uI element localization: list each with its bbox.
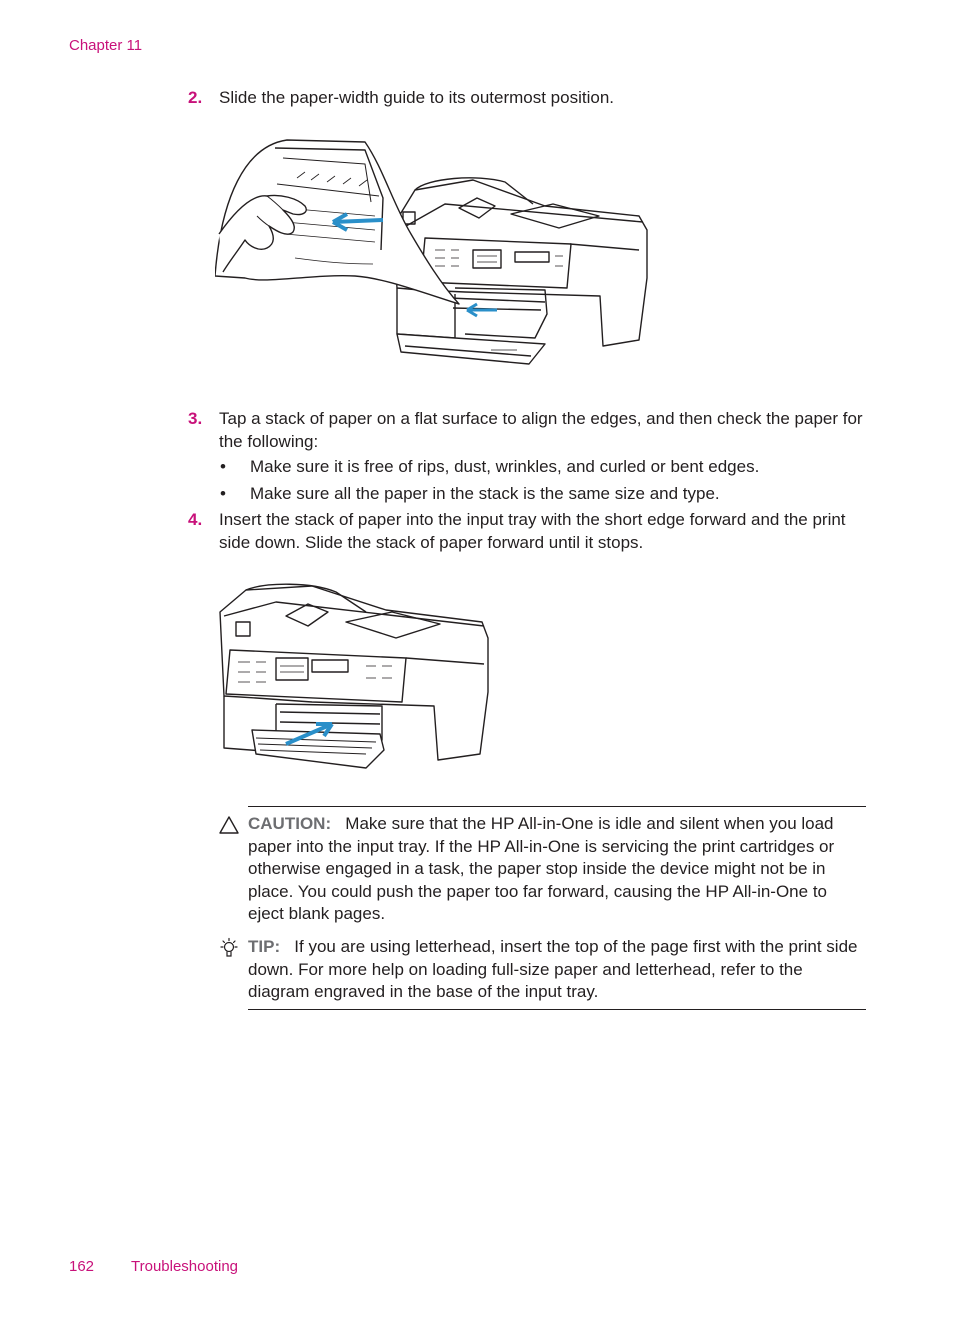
note-top-rule	[248, 806, 866, 807]
step-text: Tap a stack of paper on a flat surface to align the edges, and then check the paper for the following:	[219, 409, 863, 451]
note-bottom-rule	[248, 1009, 866, 1010]
caution-note	[248, 813, 866, 926]
caution-text: Make sure that the HP All-in-One is idle and silent when you load paper into the input tray. If the HP All-in-One is servicing the print cartridges or otherwise engaged in a task, the paper stop inside the device might not be in place. You could push the paper too far forward, causing the HP All-in-One to eject blank pages.	[248, 814, 835, 924]
step-number: 3.	[188, 409, 203, 428]
caution-label: CAUTION:	[248, 814, 332, 833]
step-text: Slide the paper-width guide to its outermost position.	[219, 88, 615, 107]
tip-note	[248, 936, 866, 1004]
caution-triangle-icon	[218, 814, 240, 836]
printer-paper-guide-illustration	[215, 138, 651, 370]
tip-lightbulb-icon	[218, 937, 240, 959]
chapter-header: Chapter 11	[69, 37, 143, 54]
bullet-text: Make sure all the paper in the stack is the same size and type.	[250, 484, 720, 503]
step-number: 2.	[188, 88, 203, 107]
footer-section: Troubleshooting	[131, 1258, 239, 1275]
step-text: Insert the stack of paper into the input tray with the short edge forward and the print side down. Slide the stack of paper forward until it stops.	[219, 510, 846, 552]
step-number: 4.	[188, 510, 203, 529]
tip-text: If you are using letterhead, insert the top of the page first with the print side down. For more help on loading full-size paper and letterhead, refer to the diagram engraved in the base of the input tray.	[248, 937, 858, 1002]
printer-insert-paper-illustration	[216, 582, 492, 772]
tip-label: TIP:	[248, 937, 281, 956]
bullet-text: Make sure it is free of rips, dust, wrinkles, and curled or bent edges.	[250, 457, 760, 476]
page-number: 162	[69, 1258, 95, 1275]
